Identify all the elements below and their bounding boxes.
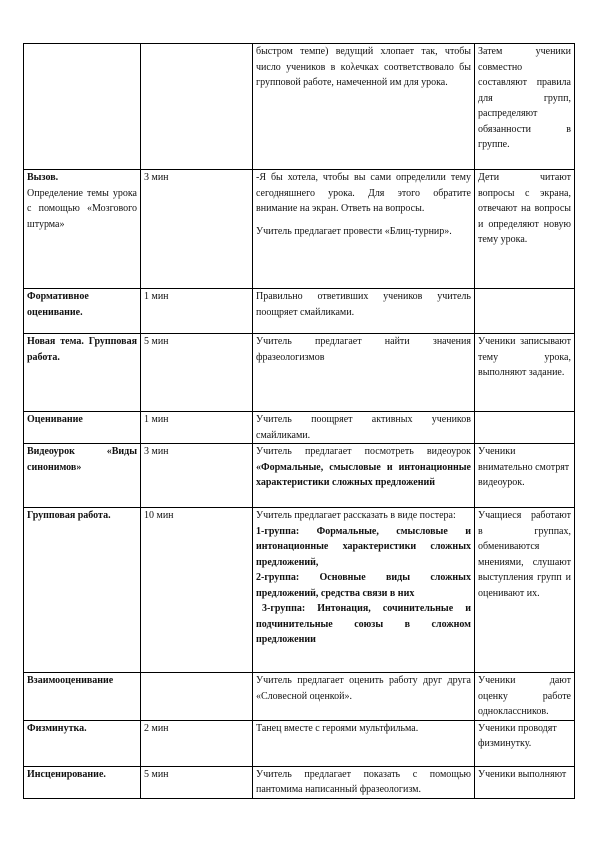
stage-title: Вызов. <box>27 172 59 183</box>
student-activity-cell <box>475 766 575 798</box>
time-text: 10 мин <box>144 510 174 521</box>
stage-title: Формативное оценивание. <box>27 291 89 318</box>
student-text: Учащиеся работают в группах, обмениваются мнениями, слушают выступления групп и оценивают их. <box>478 510 571 599</box>
table-row <box>24 508 575 673</box>
student-activity-cell <box>475 289 575 334</box>
student-activity-cell <box>475 412 575 444</box>
stage-cell <box>24 444 141 508</box>
student-activity-cell <box>475 673 575 721</box>
teacher-activity-cell <box>253 334 475 412</box>
student-activity-cell <box>475 444 575 508</box>
teacher-text: Учитель предлагает провести «Блиц-турнир». <box>256 225 452 237</box>
student-text: Дети читают вопросы с экрана, отвечают на вопросы и определяют новую тему урока. <box>478 172 571 245</box>
teacher-activity-cell <box>253 412 475 444</box>
table-row <box>24 170 575 289</box>
teacher-text: быстром темпе) ведущий хлопает так, чтобы число учеников в кολечках соответствовало бы групповой работе, намеченной им для урока. <box>256 46 471 88</box>
teacher-activity-cell <box>253 44 475 170</box>
teacher-text: Учитель поощряет активных учеников смайликами. <box>256 414 471 441</box>
stage-cell <box>24 334 141 412</box>
teacher-activity-cell <box>253 444 475 508</box>
student-text: Ученики выполняют <box>478 768 567 780</box>
table-row <box>24 334 575 412</box>
stage-cell <box>24 170 141 289</box>
group-task-2: 2-группа: Основные виды сложных предложений, средства связи в них <box>256 572 471 599</box>
student-activity-cell <box>475 44 575 170</box>
time-text: 5 мин <box>144 768 169 780</box>
student-text: Затем ученики совместно составляют правила для групп, распределяют обязанности в группе. <box>478 46 571 150</box>
time-text: 3 мин <box>144 446 169 457</box>
stage-title: Взаимооценивание <box>27 675 114 686</box>
student-activity-cell <box>475 720 575 766</box>
teacher-text: -Я бы хотела, чтобы вы сами определили тему сегодняшнего урока. Для этого обратите внимание на экран. Ответь на вопросы. <box>256 172 471 214</box>
table-row <box>24 766 575 798</box>
table-row <box>24 444 575 508</box>
teacher-activity-cell <box>253 170 475 289</box>
teacher-text: Учитель предлагает оценить работу друг друга «Словесной оценкой». <box>256 675 471 702</box>
time-cell <box>141 170 253 289</box>
time-text: 1 мин <box>144 291 169 302</box>
student-text: Ученики записывают тему урока, выполняют задание. <box>478 336 571 378</box>
stage-cell <box>24 44 141 170</box>
table-row <box>24 44 575 170</box>
stage-cell <box>24 720 141 766</box>
stage-title: Оценивание <box>27 414 83 425</box>
student-activity-cell <box>475 334 575 412</box>
time-text: 3 мин <box>144 172 169 183</box>
stage-title: Физминутка. <box>27 722 87 734</box>
time-cell <box>141 444 253 508</box>
time-cell <box>141 44 253 170</box>
teacher-activity-cell <box>253 720 475 766</box>
teacher-activity-cell <box>253 673 475 721</box>
table-row <box>24 412 575 444</box>
teacher-text: Правильно ответивших учеников учитель поощряет смайликами. <box>256 291 471 318</box>
teacher-text: Учитель предлагает показать с помощью пантомима написанный фразеологизм. <box>256 768 471 795</box>
stage-title: Видеоурок «Виды синонимов» <box>27 446 137 473</box>
group-task-1: 1-группа: Формальные, смысловые и интонационные характеристики сложных предложений, <box>256 525 471 568</box>
lesson-plan-table <box>23 43 575 799</box>
stage-cell <box>24 289 141 334</box>
time-cell <box>141 766 253 798</box>
stage-title: Групповая работа. <box>27 510 111 521</box>
table-row <box>24 673 575 721</box>
stage-text: Определение темы урока с помощью «Мозгового штурма» <box>27 187 137 230</box>
time-cell <box>141 508 253 673</box>
table-row <box>24 289 575 334</box>
time-text: 2 мин <box>144 722 169 734</box>
stage-cell <box>24 508 141 673</box>
stage-title: Инсценирование. <box>27 768 106 780</box>
time-cell <box>141 289 253 334</box>
time-cell <box>141 412 253 444</box>
stage-title: Новая тема. Групповая работа. <box>27 336 137 363</box>
table-row <box>24 720 575 766</box>
teacher-bold-text: «Формальные, смысловые и интонационные характеристики сложных предложений <box>256 461 471 488</box>
student-text: Ученики дают оценку работе одноклассников. <box>478 675 571 717</box>
time-text: 5 мин <box>144 336 169 347</box>
teacher-activity-cell <box>253 766 475 798</box>
time-cell <box>141 334 253 412</box>
teacher-activity-cell <box>253 289 475 334</box>
stage-cell <box>24 673 141 721</box>
teacher-activity-cell <box>253 508 475 673</box>
teacher-text: Танец вместе с героями мультфильма. <box>256 722 419 734</box>
student-activity-cell <box>475 170 575 289</box>
teacher-text: Учитель предлагает рассказать в виде постера: <box>256 510 456 521</box>
student-text: Ученики внимательно смотрят видеоурок. <box>478 446 570 488</box>
teacher-text: Учитель предлагает найти значения фразеологизмов <box>256 336 471 363</box>
stage-cell <box>24 412 141 444</box>
time-text: 1 мин <box>144 414 169 425</box>
time-cell <box>141 720 253 766</box>
teacher-text: Учитель предлагает посмотреть видеоурок <box>256 446 471 457</box>
stage-cell <box>24 766 141 798</box>
student-activity-cell <box>475 508 575 673</box>
group-task-3: 3-группа: Интонация, сочинительные и подчинительные союзы в сложном предложении <box>256 603 471 645</box>
student-text: Ученики проводят физминутку. <box>478 722 557 749</box>
time-cell <box>141 673 253 721</box>
